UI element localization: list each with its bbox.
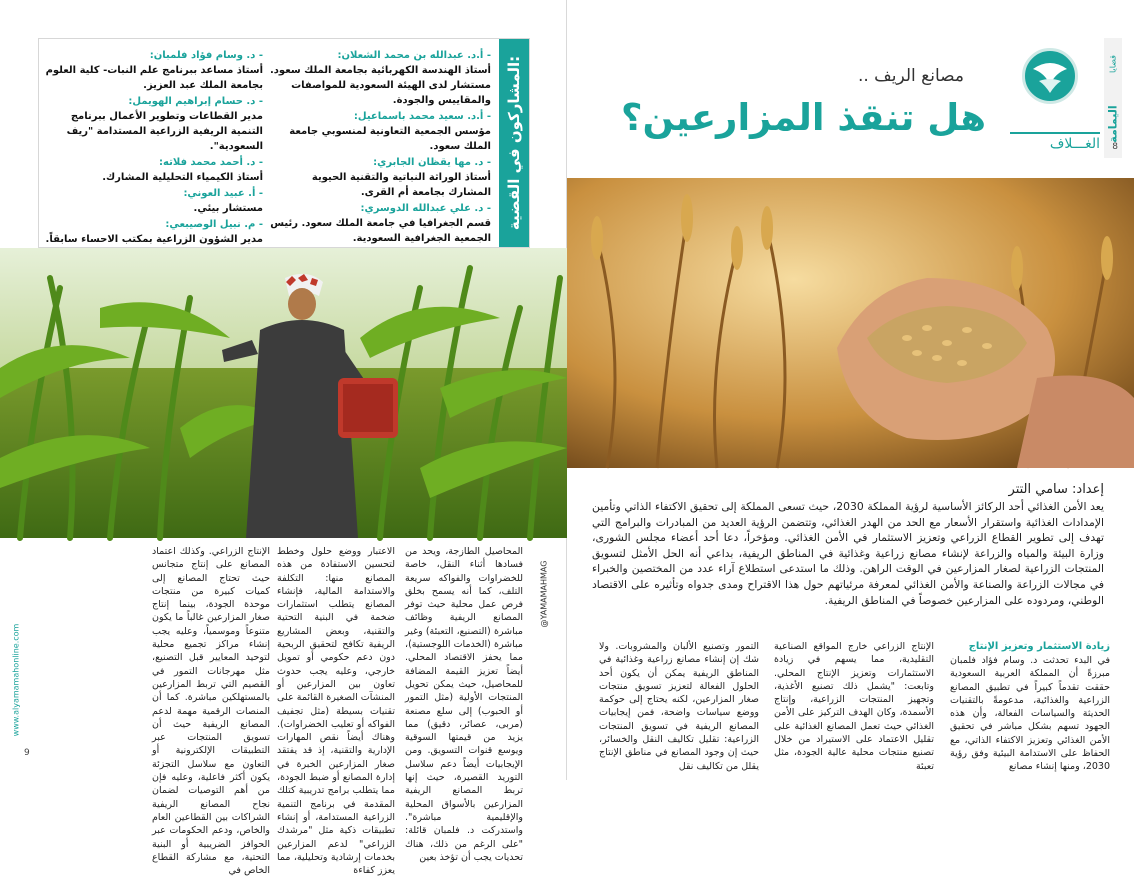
article-kicker: مصانع الريف .. <box>857 66 964 86</box>
right-page <box>567 0 1134 780</box>
participant-desc: أستاذ الهندسة الكهربائية بجامعة الملك سعود. مستشار لدى الهيئة السعودية للمواصفات والمقاييس والجودة. <box>270 65 491 106</box>
page-number-left: 9 <box>24 748 30 758</box>
farmer-cornfield-photo <box>0 248 567 538</box>
participants-title-bar <box>499 39 529 247</box>
magazine-brand: اليمامة <box>1106 105 1120 143</box>
article-headline: هل تنقذ المزارعين؟ <box>621 96 986 139</box>
participants-title: المشاركون في القضية: <box>505 55 523 231</box>
participant-name: - د. علي عبدالله الدوسري: <box>360 203 491 214</box>
participant-name: - د. وسام فؤاد فلمبان: <box>149 50 263 61</box>
page-number-right: 8 <box>1112 142 1118 152</box>
right-article-column-3: التمور وتصنيع الألبان والمشروبات. ولا شك إن إنشاء مصانع زراعية وغذائية في المناطق الريفية يمكن أن يكون أحد الحلول الفعالة لتعزيز تسويق منتجات صغار المزارعين، لكنه يحتاج إلى حوكمة ووضع سياسات واضحة، فمن إيجابيات المصانع الريفية في تسويق المنتجات الزراعية: تقليل تكاليف النقل والخسائر، حيث إن وجود المصانع في مناطق الإنتاج يقلل من تكاليف نقل <box>599 641 759 772</box>
left-article-column-3: الإنتاج الزراعي. وكذلك اعتماد المصانع على إنتاج متجانس حيث تحتاج المصانع إلى كميات كبيرة من منتجات موحدة الجودة، بينما إنتاج صغار المزارعين غالباً ما يكون متنوعاً وموسمياً، وعليه يجب إنشاء مراكز تجميع محلية لتوحيد المعايير قبل التصنيع، مثل مهرجانات التمور في القصيم التي تربط المزارعين بالمستهلكين مباشرة. كما أن المنصات الرقمية مهمة لدعم المصانع الريفية حيث أن تسويق المنتجات عبر التطبيقات الإلكترونية أو التعاون مع سلاسل التجزئة يكون أكثر فاعلية، وعليه فإن من أهم التوصيات لضمان نجاح المصانع الريفية الشراكات بين القطاعين العام والخاص، ودعم الحكومات عبر الحوافز الضريبية أو البنية التحتية، مع مشاركة القطاع الخاص في <box>152 546 270 877</box>
participant-desc: مدير القطاعات وتطوير الأعمال ببرنامج التنمية الريفية الزراعية المستدامة "ريف السعودية". <box>66 111 263 152</box>
participant <box>269 109 491 154</box>
participant <box>41 155 263 185</box>
participants-box <box>38 38 530 248</box>
participant <box>269 201 491 246</box>
article-intro: يعد الأمن الغذائي أحد الركائز الأساسية لرؤية المملكة 2030، حيث تسعى المملكة إلى تحقيق الاكتفاء الذاتي وتأمين الإمدادات الغذائية واستقرار الأسعار مع الحد من الهدر الغذائي، وتتضمن الرؤية العديد من المبادرات والبرامج التي تهدف إلى تطوير القطاع الزراعي وتعزيز الاستثمار في الأمن الغذائي. ومؤخراً، دعا أحد أعضاء مجلس الشورى، وزارة البيئة والمياه والزراعة لإنشاء مصانع زراعية وغذائية في المناطق الريفية، بداعي أنه الحل الأمثل لتسويق المنتجات الزراعية لصغار المزارعين في الوقت الراهن. وذلك ما استدعى استطلاع آراء عدد من المختصين والخبراء في مجالات الزراعة والصناعة والأمن الغذائي لمعرفة مرئياتهم حول هذا الاقتراح ومدى جدواه وتأثيره على الاقتصاد الوطني، ومردوده على المزارعين خصوصاً في المناطق الريفية. <box>592 500 1104 607</box>
column-text: في البدء تحدثت د. وسام فؤاد فلمبان مبرزةً أن المملكة العربية السعودية حققت تقدماً كبيراً في تطبيق المصانع الزراعية والغذائية، مدعومةً بالتقنيات الحديثة والسياسات الفعالة، وأن هذه الجهود تسهم بشكل مباشر في تحقيق الأمن الغذائي وتعزيز الاكتفاء الذاتي، مع الحفاظ على الاستدامة البيئية وفق رؤية 2030، ومنها إنشاء مصانع <box>950 655 1110 773</box>
participant-name: - د. حسام إبراهيم الهويمل: <box>128 96 263 107</box>
byline: إعداد: سامي التتر <box>1008 482 1104 497</box>
participant-name: - أ. عبيد العوني: <box>183 188 263 199</box>
participant-name: - أ.د. سعيد محمد باسماعيل: <box>353 111 491 122</box>
participant <box>269 48 491 108</box>
wheat-hands-photo <box>567 178 1134 468</box>
participant-name: - م. نبيل الوصيبعي: <box>165 219 263 230</box>
participant <box>269 155 491 200</box>
participant <box>41 94 263 154</box>
brand-handle <box>532 560 556 628</box>
participants-column-right <box>269 47 491 246</box>
right-article-column-2: الإنتاج الزراعي خارج المواقع الصناعية التقليدية، مما يسهم في زيادة الاستثمارات وتعزيز الإنتاج المحلي. وتابعت: "يشمل ذلك تصنيع الأغذية، وتجهيز المنتجات الزراعية، وإنتاج الأسمدة، وكان الهدف التركيز على الأمن الغذائي حيث تعمل المصانع الغذائية على تقليل الاعتماد على الاستيراد من خلال تصنيع منتجات محلية عالية الجودة، مثل تعبئة <box>774 641 934 772</box>
left-article-column-1: المحاصيل الطازجة، ويحد من فسادها أثناء النقل، خاصة للخضراوات والفواكه سريعة التلف، كما أنه يسمح بخلق فرص عمل محلية حيث توفر المصانع الريفية وظائف مباشرة (التصنيع، التعبئة) وغير مباشرة (الخدمات اللوجستية)، مما يحفز الاقتصاد المحلي. أيضاً تعزيز القيمة المضافة للمحاصيل، حيث يمكن تحويل المنتجات الأولية (مثل التمور أو الحبوب) إلى سلع مصنعة (مربى، عصائر، دقيق) مما يزيد من قيمتها السوقية ويوسع قنوات التسويق. ومن الإيجابيات أيضاً دعم سلاسل التوريد القصيرة، حيث إنها تربط المصانع الريفية المزارعين بالأسواق المحلية والإقليمية مباشرة". واستدركت د. فلمبان قائلة: "على الرغم من ذلك، هناك تحديات يجب أن تؤخذ بعين <box>405 546 523 863</box>
participants-column-left <box>41 47 263 277</box>
participant-desc: مدير الشؤون الزراعية بمكتب الاحساء سابقاً. <box>45 234 263 245</box>
participant-name: - د. أحمد محمد فلاته: <box>159 157 263 168</box>
section-label: الغـــلاف <box>1010 132 1100 154</box>
participant <box>41 186 263 216</box>
article-subhead: زيادة الاستثمار وتعزيز الإنتاج <box>968 641 1110 652</box>
participant-desc: أستاذ الكيمياء التحليلية المشارك. <box>102 172 263 183</box>
participant-name: - أ.د. عبدالله بن محمد الشعلان: <box>337 50 491 61</box>
participant-name: - د. مها يقظان الجابري: <box>373 157 491 168</box>
participant-desc: قسم الجغرافيا في جامعة الملك سعود. رئيس الجمعية الجغرافية السعودية. <box>270 218 491 244</box>
participant-desc: أستاذ الوراثة النباتية والتقنية الحيوية المشارك بجامعة أم القرى. <box>311 172 491 198</box>
participant <box>41 48 263 93</box>
brand-handle-text: @YAMAMAHMAG <box>539 560 549 628</box>
participant-desc: أستاذ مساعد ببرنامج علم النبات- كلية العلوم بجامعة الملك عبد العزيز. <box>45 65 263 91</box>
right-article-column-1 <box>950 640 1110 774</box>
section-tab: قضايا <box>1108 55 1118 73</box>
website-url-text: www.alyamamahonline.com <box>11 623 21 737</box>
left-article-column-2: الاعتبار ووضع حلول وخطط لتحسين الاستفادة من هذه المصانع منها: التكلفة والاستدامة المالية، فإنشاء المصانع يتطلب استثمارات ضخمة في البنية التحتية والتقنية، وبعض المشاريع الريفية تكافح لتحقيق الربحية دون دعم حكومي أو تمويل خارجي، وعليه يجب حدوث تعاون بين المزارعين أو المنشآت الصغيرة القائمة على تقنيات بسيطة (مثل تجفيف الفواكه أو تعليب الخضراوات). وهناك أيضاً نقص المهارات الإدارية والتقنية، إذ قد يفتقد صغار المزارعين الخبرة في إدارة المصانع أو ضبط الجودة، مما يتطلب برامج تدريبية كتلك المقدمة في برنامج التنمية الزراعية المستدامة، أو إنشاء تطبيقات ذكية مثل "مرشدك الزراعي" لدعم المزارعين بخدمات إرشادية وتحليلية، مما يعزز كفاءة <box>277 546 395 877</box>
website-url <box>8 620 24 740</box>
magazine-logo-icon <box>1022 48 1078 104</box>
section-strip <box>1104 38 1122 158</box>
participant-desc: مؤسس الجمعية التعاونية لمنسوبي جامعة الملك سعود. <box>289 126 491 152</box>
participant-desc: مستشار بيئي. <box>193 203 263 214</box>
